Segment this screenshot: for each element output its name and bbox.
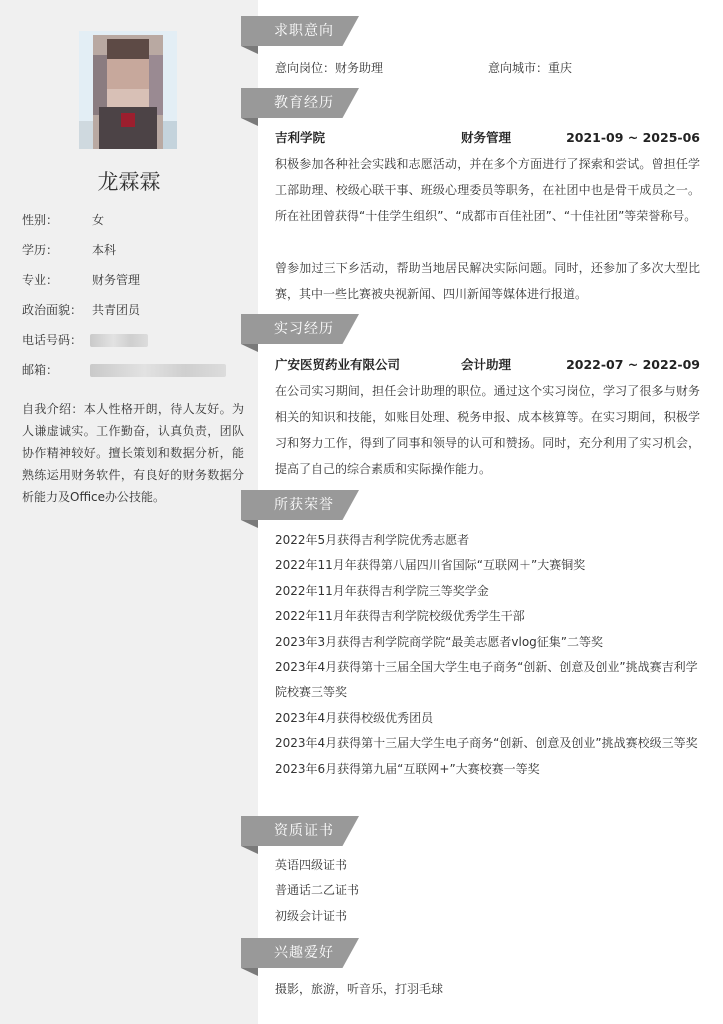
label: 意向岗位： — [275, 61, 336, 75]
section-title: 求职意向 — [274, 23, 334, 39]
objective-city — [488, 59, 572, 76]
sidebar — [0, 0, 258, 1024]
info-label: 电话号码： — [22, 333, 83, 347]
major: 财务管理 — [461, 130, 512, 145]
list-item: 2023年4月获得第十三届全国大学生电子商务“创新、创意及创业”挑战赛吉利学院校赛三等奖 — [275, 660, 698, 700]
list-item: 普通话二乙证书 — [275, 883, 360, 898]
info-political-status — [22, 301, 141, 319]
list-item: 2022年11月年获得第八届四川省国际“互联网＋”大赛铜奖 — [275, 558, 586, 573]
school-name: 吉利学院 — [275, 130, 326, 145]
info-value: 本科 — [92, 243, 117, 257]
section-header-internship — [241, 314, 359, 344]
redacted-phone — [90, 334, 148, 347]
section-title: 兴趣爱好 — [274, 945, 334, 961]
info-value: 共青团员 — [92, 303, 141, 317]
self-introduction: 自我介绍：本人性格开朗，待人友好。为人谦虚诚实。工作勤奋，认真负责，团队协作精神较好。擅长策划和数据分析，能熟练运用财务软件，有良好的财务数据分析能力及Office办公技能。 — [22, 402, 244, 504]
education-description-1: 积极参加各种社会实践和志愿活动，并在多个方面进行了探索和尝试。曾担任学工部助理、校级心联干事、班级心理委员等职务，在社团中也是骨干成员之一。所在社团曾获得“十佳学生组织”、“成都市百佳社团”、“十佳社团”等荣誉称号。 — [275, 157, 700, 223]
section-title: 教育经历 — [274, 95, 334, 111]
info-label: 邮箱： — [22, 363, 59, 377]
value: 财务助理 — [335, 61, 384, 75]
section-title: 资质证书 — [274, 823, 334, 839]
awards-list — [275, 528, 700, 782]
section-header-certificates — [241, 816, 359, 846]
period: 2021-09 ~ 2025-06 — [566, 130, 700, 145]
info-label: 专业： — [22, 273, 59, 287]
section-header-hobbies — [241, 938, 359, 968]
info-major — [22, 271, 141, 289]
period: 2022-07 ~ 2022-09 — [566, 357, 700, 372]
list-item: 2023年3月获得吉利学院商学院“最美志愿者vlog征集”二等奖 — [275, 634, 604, 649]
list-item: 2023年4月获得校级优秀团员 — [275, 710, 434, 725]
profile-photo — [79, 31, 177, 149]
role: 会计助理 — [461, 357, 512, 372]
label: 意向城市： — [488, 61, 549, 75]
education-description-2: 曾参加过三下乡活动，帮助当地居民解决实际问题。同时，还参加了多次大型比赛，其中一些比赛被央视新闻、四川新闻等媒体进行报道。 — [275, 261, 700, 301]
info-value: 女 — [92, 213, 105, 227]
info-education — [22, 241, 117, 259]
certificates-list — [275, 853, 700, 929]
list-item: 2023年6月获得第九届“互联网+”大赛校赛一等奖 — [275, 761, 540, 776]
candidate-name: 龙霖霖 — [97, 170, 161, 194]
internship-description: 在公司实习期间，担任会计助理的职位。通过这个实习岗位，学习了很多与财务相关的知识和技能，如账目处理、税务申报、成本核算等。在实习期间，积极学习和努力工作，得到了同事和领导的认可和赞扬。同时，充分利用了实习机会，提高了自己的综合素质和实际操作能力。 — [275, 384, 700, 476]
info-value: 财务管理 — [92, 273, 141, 287]
section-header-awards — [241, 490, 359, 520]
value: 重庆 — [548, 61, 573, 75]
list-item: 2022年11月年获得吉利学院校级优秀学生干部 — [275, 609, 525, 624]
section-header-education — [241, 88, 359, 118]
redacted-email — [90, 364, 226, 377]
info-phone — [22, 331, 92, 349]
list-item: 初级会计证书 — [275, 908, 348, 923]
info-gender — [22, 211, 105, 229]
list-item: 2023年4月获得第十三届大学生电子商务“创新、创意及创业”挑战赛校级三等奖 — [275, 736, 698, 751]
objective-position — [275, 59, 383, 76]
info-label: 政治面貌： — [22, 303, 83, 317]
hobbies-text: 摄影，旅游，听音乐，打羽毛球 — [275, 982, 444, 996]
section-title: 实习经历 — [274, 321, 334, 337]
info-label: 性别： — [22, 213, 59, 227]
info-email — [22, 361, 92, 379]
list-item: 2022年5月获得吉利学院优秀志愿者 — [275, 533, 470, 547]
list-item: 英语四级证书 — [275, 858, 348, 872]
section-title: 所获荣誉 — [274, 497, 334, 513]
list-item: 2022年11月年获得吉利学院三等奖学金 — [275, 583, 489, 598]
section-header-objective — [241, 16, 359, 46]
internship-header-row — [275, 355, 700, 375]
company-name: 广安医贸药业有限公司 — [275, 357, 401, 372]
info-label: 学历： — [22, 243, 59, 257]
education-header-row — [275, 128, 700, 148]
